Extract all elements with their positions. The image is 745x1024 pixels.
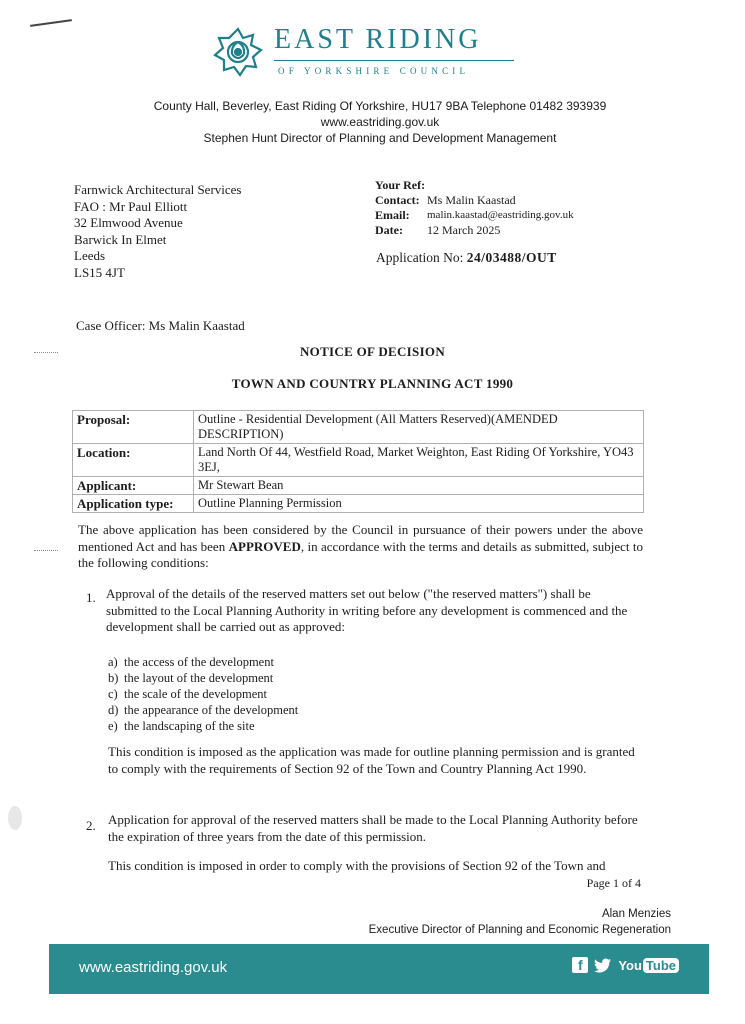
social-links bbox=[572, 957, 679, 973]
yorkshire-rose-logo-icon bbox=[212, 26, 264, 78]
scan-smudge bbox=[8, 806, 22, 830]
recipient-address bbox=[74, 182, 242, 281]
applicant-value: Mr Stewart Bean bbox=[194, 477, 644, 495]
condition-number: 2. bbox=[86, 818, 96, 833]
footer-website-link[interactable]: www.eastriding.gov.uk bbox=[79, 959, 228, 976]
signatory-name: Alan Menzies bbox=[601, 908, 671, 920]
case-officer: Case Officer: Ms Malin Kaastad bbox=[76, 318, 245, 333]
address-line: LS15 4JT bbox=[74, 264, 125, 280]
table-row bbox=[73, 411, 644, 444]
proposal-label: Proposal: bbox=[73, 411, 194, 444]
application-number-label: Application No: bbox=[376, 250, 464, 265]
decision-status: APPROVED bbox=[228, 538, 301, 554]
your-ref-label: Your Ref: bbox=[375, 178, 426, 192]
director-line: Stephen Hunt Director of Planning and Development Management bbox=[203, 131, 557, 145]
email-value[interactable]: malin.kaastad@eastriding.gov.uk bbox=[427, 209, 574, 221]
application-number-value: 24/03488/OUT bbox=[466, 250, 557, 265]
contact-label: Contact: bbox=[375, 193, 420, 207]
council-subname: OF YORKSHIRE COUNCIL bbox=[278, 66, 470, 76]
address-line: 32 Elmwood Avenue bbox=[74, 215, 183, 230]
condition-text: Approval of the details of the reserved matters set out below ("the reserved matters") shall be submitted to the Local Planning Authority in writing before any development is commenced and the development shall be carried out as approved: bbox=[106, 586, 628, 634]
location-label: Location: bbox=[73, 444, 194, 477]
scan-mark bbox=[30, 19, 72, 27]
date-value: 12 March 2025 bbox=[427, 223, 501, 237]
condition-reason: This condition is imposed as the application was made for outline planning permission and is granted to comply with the requirements of Section 92 of the Town and Country Planning Act 1990. bbox=[108, 744, 635, 776]
council-info bbox=[100, 98, 660, 146]
footer-band bbox=[49, 944, 709, 994]
signoff bbox=[369, 906, 671, 938]
page-number: Page 1 of 4 bbox=[586, 876, 641, 890]
address-line: Leeds bbox=[74, 248, 106, 263]
email-label: Email: bbox=[375, 208, 410, 222]
condition-text: Application for approval of the reserved matters shall be made to the Local Planning Authority before the expiration of three years from the date of this permission. bbox=[108, 812, 638, 844]
council-logo bbox=[212, 24, 512, 84]
twitter-icon[interactable] bbox=[594, 958, 612, 973]
contact-value: Ms Malin Kaastad bbox=[427, 193, 516, 207]
council-website[interactable]: www.eastriding.gov.uk bbox=[320, 115, 440, 129]
application-type-value: Outline Planning Permission bbox=[194, 495, 644, 513]
list-item: b) the layout of the development bbox=[108, 671, 274, 685]
list-item: e) the landscaping of the site bbox=[108, 719, 255, 733]
condition-number: 1. bbox=[86, 590, 96, 605]
application-number bbox=[376, 250, 557, 266]
list-item: c) the scale of the development bbox=[108, 687, 267, 701]
condition-reason: This condition is imposed in order to comply with the provisions of Section 92 of the Town and bbox=[108, 858, 606, 873]
decision-text-before: The above application has been considered by the Council in pursuance of their powers under the above mentioned Act and has been bbox=[78, 522, 643, 554]
application-type-label: Application type: bbox=[73, 495, 194, 513]
decision-paragraph bbox=[78, 522, 643, 572]
council-name: EAST RIDING bbox=[274, 24, 482, 55]
location-value: Land North Of 44, Westfield Road, Market Weighton, East Riding Of Yorkshire, YO43 3EJ, bbox=[194, 444, 644, 477]
margin-dots bbox=[34, 550, 58, 551]
youtube-icon[interactable]: You Tube bbox=[618, 958, 679, 973]
reference-block bbox=[375, 178, 574, 238]
facebook-icon[interactable]: f bbox=[572, 957, 588, 973]
council-address: County Hall, Beverley, East Riding Of Yorkshire, HU17 9BA Telephone 01482 393939 bbox=[153, 99, 607, 113]
notice-heading: NOTICE OF DECISION bbox=[299, 344, 446, 359]
list-item: a) the access of the development bbox=[108, 655, 274, 669]
act-heading: TOWN AND COUNTRY PLANNING ACT 1990 bbox=[231, 376, 514, 391]
logo-rule bbox=[274, 60, 514, 61]
address-line: Farnwick Architectural Services bbox=[74, 182, 242, 197]
proposal-value: Outline - Residential Development (All Matters Reserved)(AMENDED DESCRIPTION) bbox=[194, 411, 644, 444]
table-row bbox=[73, 477, 644, 495]
decision-text-after: , in accordance with the terms and details as submitted, subject to the following conditions: bbox=[78, 538, 643, 570]
application-details-table bbox=[72, 410, 644, 513]
date-label: Date: bbox=[375, 223, 403, 237]
address-line: Barwick In Elmet bbox=[74, 231, 167, 247]
table-row bbox=[73, 444, 644, 477]
list-item: d) the appearance of the development bbox=[108, 703, 299, 717]
address-line: FAO : Mr Paul Elliott bbox=[74, 198, 188, 214]
signatory-title: Executive Director of Planning and Economic Regeneration bbox=[368, 924, 671, 936]
table-row bbox=[73, 495, 644, 513]
applicant-label: Applicant: bbox=[73, 477, 194, 495]
reserved-matters-list bbox=[108, 654, 298, 734]
